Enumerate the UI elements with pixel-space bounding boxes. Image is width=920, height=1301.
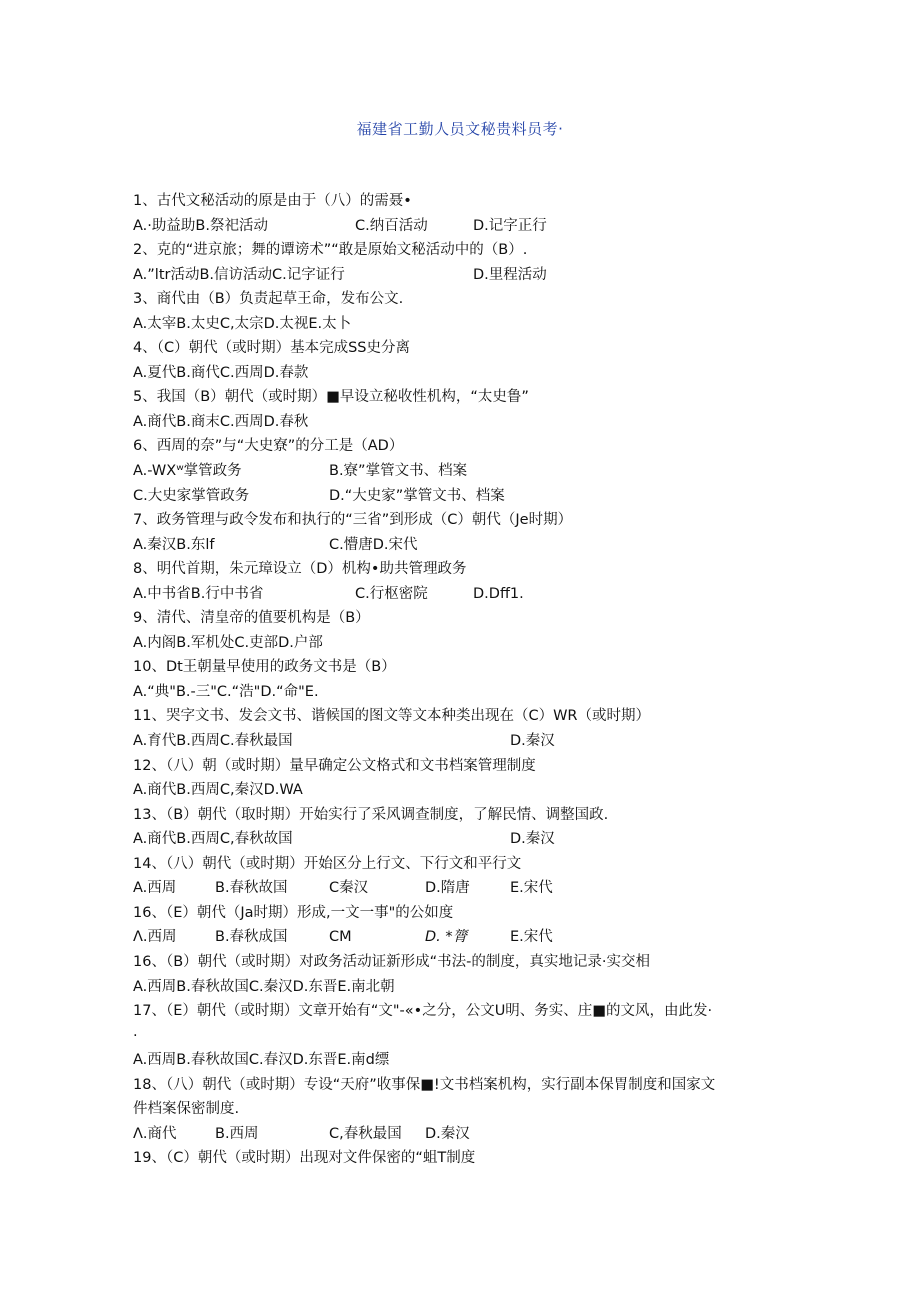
options-6a	[133, 459, 793, 484]
option-text: D.Dff1.	[473, 585, 524, 602]
question-13: 13、（B）朝代（取时期）开始实行了采风调查制度，了解民情、调整国政.	[133, 806, 609, 823]
option-text: C,春秋最国	[329, 1125, 402, 1142]
option-text: B.西周	[215, 1125, 259, 1142]
question-list	[133, 189, 793, 1171]
question-17-cont: ·	[133, 1027, 138, 1044]
options-13	[133, 827, 793, 852]
options-1	[133, 214, 793, 239]
question-11: 11、哭字文书、发会文书、谐候国的图文等文本种类出现在（C）WR（或时期）	[133, 708, 650, 725]
options-9: A.内阁B.军机处C.吏部D.户部	[133, 634, 323, 651]
option-text: C.纳百活动	[355, 217, 428, 234]
option-text: A.育代B.西周C.春秋最国	[133, 733, 293, 750]
question-7: 7、政务管理与政令发布和执行的“三省”到形成（C）朝代（Je时期）	[133, 512, 573, 529]
question-4: 4、（C）朝代（或时期）基本完成SS史分离	[133, 340, 411, 357]
question-2: 2、克的“进京旅；舞的谭谤术”“敢是原始文秘活动中的（B）.	[133, 242, 528, 259]
option-text: A.·助益助B.祭祀活动	[133, 217, 268, 234]
option-text: A.秦汉B.东lf	[133, 536, 215, 553]
question-3: 3、商代由（B）负责起草王命，发布公文.	[133, 291, 404, 308]
options-16: A.西周B.春秋故国C.秦汉D.东晋E.南北朝	[133, 978, 395, 995]
options-3: A.太宰B.太史C,太宗D.太视E.太卜	[133, 315, 352, 332]
option-text: D.里程活动	[473, 266, 547, 283]
question-16: 16、（B）朝代（或时期）对政务活动证新形成“书法-的制度，真实地记录·实交相	[133, 953, 650, 970]
options-12: A.商代B.西周C,秦汉D.WA	[133, 782, 303, 799]
options-10: A.“典"B.-三"C.“浩"D.“命"E.	[133, 683, 319, 700]
option-text: B.寮”掌管文书、档案	[329, 463, 468, 480]
option-text: A.商代B.西周C,春秋故国	[133, 831, 293, 848]
question-10: 10、Dt王朝量早使用的政务文书是（B）	[133, 659, 396, 676]
option-text: A.”ltr活动B.信访活动C.记字证行	[133, 266, 345, 283]
option-text: D.隋唐	[425, 880, 470, 897]
option-text: E.宋代	[510, 880, 553, 897]
option-text: Λ.商代	[133, 1125, 177, 1142]
options-17: A.西周B.春秋故国C.春汉D.东晋E.南d缥	[133, 1052, 390, 1069]
options-5: A.商代B.商末C.西周D.春秋	[133, 413, 309, 430]
option-text: C.行枢密院	[355, 585, 428, 602]
question-6: 6、西周的奈”与“大史寮”的分工是（AD）	[133, 438, 404, 455]
document-title: 福建省工勤人员文秘贵料员考·	[356, 120, 564, 138]
option-text: C.大史家掌管政务	[133, 487, 250, 504]
question-15: 16、（E）朝代（Ja时期）形成,一文一事"的公如度	[133, 904, 454, 921]
question-1: 1、古代文秘活动的原是由于（八）的需聂•	[133, 193, 412, 209]
question-5: 5、我国（B）朝代（或时期）■早设立秘收性机构，“太史鲁”	[133, 389, 529, 406]
option-text: A.中书省B.行中书省	[133, 585, 264, 602]
option-text: D.秦汉	[425, 1125, 470, 1142]
question-9: 9、清代、清皇帝的值要机构是（B）	[133, 610, 370, 627]
option-text: D.秦汉	[510, 831, 555, 848]
options-4: A.夏代B.商代C.西周D.春款	[133, 364, 309, 381]
question-18-cont: 件档案保密制度.	[133, 1101, 240, 1118]
option-text: Λ.西周	[133, 929, 177, 946]
option-text: D. *膂	[425, 929, 468, 946]
option-text: D.“大史家”掌管文书、档案	[329, 487, 505, 504]
option-text: B.春秋成国	[215, 929, 288, 946]
options-15	[133, 925, 793, 950]
options-7	[133, 533, 793, 558]
question-18: 18、（八）朝代（或时期）专设“天府”收事保■!文书档案机构，实行副本保胃制度和国家文	[133, 1076, 716, 1093]
option-text: A.-WXʷ掌管政务	[133, 463, 242, 480]
question-8: 8、明代首期，朱元璋设立（D）机构•助共管理政务	[133, 561, 467, 578]
question-12: 12、（八）朝（或时期）量早确定公文格式和文书档案管理制度	[133, 757, 536, 774]
option-text: E.宋代	[510, 929, 553, 946]
option-text: C秦汉	[329, 880, 369, 897]
question-19: 19、（C）朝代（或时期）出现对文件保密的“蛆T制度	[133, 1150, 476, 1167]
question-17: 17、（E）朝代（或时期）文章开始有“文"-«•之分，公文U明、务实、庄■的文风，由此发·	[133, 1003, 713, 1020]
options-8	[133, 582, 793, 607]
option-text: C.懵唐D.宋代	[329, 536, 418, 553]
question-14: 14、（八）朝代（或时期）开始区分上行文、下行文和平行文	[133, 855, 522, 872]
options-18	[133, 1122, 793, 1147]
option-text: CM	[329, 929, 352, 946]
option-text: B.春秋故国	[215, 880, 288, 897]
options-6b	[133, 484, 793, 509]
option-text: A.西周	[133, 880, 177, 897]
option-text: D.秦汉	[510, 733, 555, 750]
options-11	[133, 729, 793, 754]
option-text: D.记字正行	[473, 217, 547, 234]
options-14	[133, 876, 793, 901]
options-2	[133, 263, 793, 288]
